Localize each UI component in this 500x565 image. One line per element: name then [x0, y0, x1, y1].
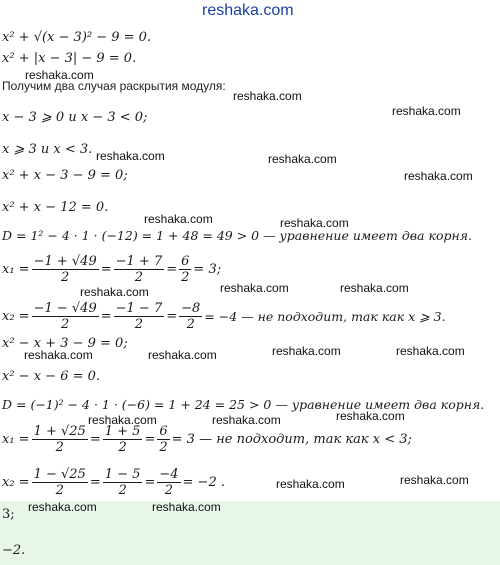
- root-label: x₂ =: [2, 309, 30, 324]
- root-line-3: x₁ = $\frac{1 + √25}{2}$ = $\frac{1 + 5}{2}$ = $\frac{6}{2}$ = 3 — не подходит, так как x < 3;: [2, 424, 412, 455]
- answer-value-2: −2.: [2, 543, 26, 558]
- root-result: = 3 — не подходит, так как x < 3;: [171, 432, 412, 447]
- watermark: reshaka.com: [148, 348, 217, 362]
- watermark: reshaka.com: [212, 413, 281, 427]
- watermark: reshaka.com: [336, 409, 405, 423]
- equation-line-3: x − 3 ⩾ 0 и x − 3 < 0;: [2, 110, 148, 125]
- fraction: $\frac{-1 + 7}{2}$: [115, 254, 163, 285]
- watermark: reshaka.com: [268, 152, 337, 166]
- text-line-cases: Получим два случая раскрытия модуля:: [2, 79, 226, 93]
- watermark: reshaka.com: [80, 285, 149, 299]
- fraction: $\frac{-1 + √49}{2}$: [33, 254, 97, 285]
- root-label: x₂ =: [2, 475, 30, 490]
- equation-line-6: x² + x − 12 = 0.: [2, 200, 109, 215]
- root-line-4: x₂ = $\frac{1 - √25}{2}$ = $\frac{1 - 5}{2}$ = $\frac{-4}{2}$ = −2 .: [2, 467, 225, 498]
- watermark: reshaka.com: [340, 281, 409, 295]
- fraction: $\frac{-4}{2}$: [159, 467, 179, 498]
- watermark: reshaka.com: [276, 477, 345, 491]
- fraction: $\frac{6}{2}$: [159, 424, 168, 455]
- watermark: reshaka.com: [144, 212, 213, 226]
- watermark: reshaka.com: [392, 104, 461, 118]
- watermark: reshaka.com: [88, 413, 157, 427]
- fraction: $\frac{-1 - 7}{2}$: [115, 301, 163, 332]
- watermark: reshaka.com: [220, 281, 289, 295]
- watermark: reshaka.com: [25, 68, 94, 82]
- root-result: = −2 .: [182, 475, 225, 490]
- watermark: reshaka.com: [96, 149, 165, 163]
- root-label: x₁ =: [2, 262, 30, 277]
- root-result: = −4 — не подходит, так как x ⩾ 3.: [204, 309, 446, 324]
- root-result: = 3;: [193, 262, 222, 277]
- fraction: $\frac{6}{2}$: [181, 254, 190, 285]
- equation-line-8: x² − x − 6 = 0.: [2, 369, 101, 384]
- watermark: reshaka.com: [233, 89, 302, 103]
- equation-line-5: x² + x − 3 − 9 = 0;: [2, 168, 128, 183]
- equation-line-1: x² + √(x − 3)² − 9 = 0.: [2, 30, 152, 45]
- watermark: reshaka.com: [396, 344, 465, 358]
- equation-line-7: x² − x + 3 − 9 = 0;: [2, 336, 128, 351]
- site-header[interactable]: reshaka.com: [202, 2, 294, 19]
- equation-line-4: x ⩾ 3 и x < 3.: [2, 142, 93, 157]
- discriminant-line-1: D = 1² − 4 · 1 · (−12) = 1 + 48 = 49 > 0 — уравнение имеет два корня.: [2, 228, 472, 243]
- fraction: $\frac{1 + √25}{2}$: [33, 424, 86, 455]
- watermark: reshaka.com: [400, 473, 469, 487]
- watermark: reshaka.com: [24, 348, 93, 362]
- root-line-2: x₂ = $\frac{-1 - √49}{2}$ = $\frac{-1 - 7}{2}$ = $\frac{-8}{2}$ = −4 — не подходит, так как x ⩾ 3.: [2, 301, 446, 332]
- fraction: $\frac{1 - √25}{2}$: [33, 467, 86, 498]
- root-line-1: x₁ = $\frac{-1 + √49}{2}$ = $\frac{-1 + 7}{2}$ = $\frac{6}{2}$ = 3;: [2, 254, 222, 285]
- discriminant-line-2: D = (−1)² − 4 · 1 · (−6) = 1 + 24 = 25 > 0 — уравнение имеет два корня.: [2, 397, 485, 412]
- watermark: reshaka.com: [28, 500, 97, 514]
- equation-line-2: x² + |x − 3| − 9 = 0.: [2, 51, 137, 66]
- answer-value-1: 3;: [2, 507, 15, 522]
- fraction: $\frac{-1 - √49}{2}$: [33, 301, 97, 332]
- fraction: $\frac{1 + 5}{2}$: [104, 424, 141, 455]
- watermark: reshaka.com: [280, 216, 349, 230]
- watermark: reshaka.com: [152, 500, 221, 514]
- fraction: $\frac{-8}{2}$: [181, 301, 201, 332]
- watermark: reshaka.com: [272, 344, 341, 358]
- watermark: reshaka.com: [404, 169, 473, 183]
- root-label: x₁ =: [2, 432, 30, 447]
- fraction: $\frac{1 - 5}{2}$: [104, 467, 141, 498]
